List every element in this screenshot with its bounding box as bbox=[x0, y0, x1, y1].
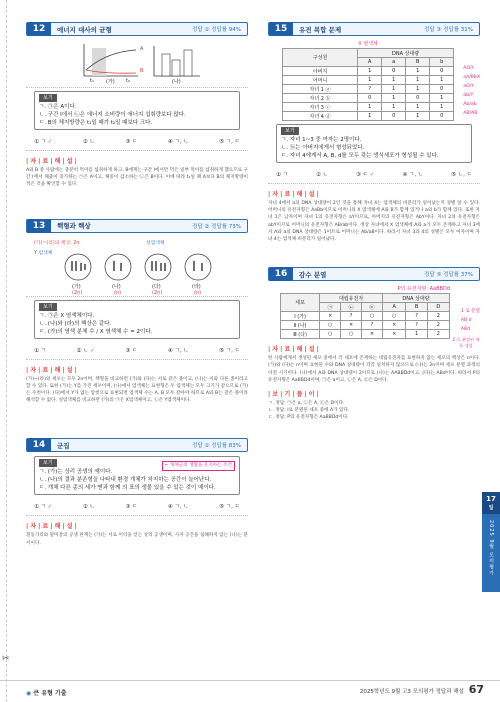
table-cell: × bbox=[320, 312, 341, 321]
cell-d-label: (라) bbox=[192, 283, 201, 290]
row-label: 어머니 bbox=[283, 76, 358, 85]
annotation-note: ← 개체군의 생활을 유지하는 조건 bbox=[162, 461, 235, 471]
logo-icon: ◉ bbox=[26, 690, 32, 697]
question-12 bbox=[26, 22, 248, 189]
question-meta: 정답 ① 정답률 83% bbox=[192, 443, 241, 450]
bogi-box bbox=[34, 300, 240, 339]
question-title: 유전 복합 문제 bbox=[299, 25, 342, 34]
table-cell: ○ bbox=[320, 321, 341, 330]
table-cell: 2 bbox=[427, 321, 449, 330]
table-cell: 1 bbox=[358, 103, 382, 112]
explanation-body: A와 B 중 사람에는 충분히 먹이를 섭취하게 하고, B에게는 구간 Ⅰ에서만 먹은 일부 먹이를 섭취하게 했으므로 구간 Ⅰ에서 체중이 증가하는 ㉠은 A이고, 체중이 감소하는 ㉡은 B이다. 이에 따라 t₁일 때 A보다 B의 체지방량이 적은 것을 확인할 수 있다. bbox=[26, 168, 249, 188]
column-header: ㉢ bbox=[362, 303, 383, 312]
genotype-notes bbox=[463, 64, 480, 118]
cell-note: AB d bbox=[460, 318, 472, 324]
explanation-heading: | 자 | 료 | 해 | 설 | bbox=[268, 346, 319, 354]
table-cell: ? bbox=[362, 321, 383, 330]
explanation-heading: | 자 | 료 | 해 | 설 | bbox=[268, 191, 319, 198]
table-cell: × bbox=[382, 330, 406, 339]
choice-4[interactable]: ④ ㄱ, ㄴ bbox=[167, 139, 189, 145]
explanation-heading: | 자 | 료 | 해 | 설 | bbox=[26, 523, 77, 531]
table-cell: 1 bbox=[430, 94, 454, 103]
explanation-heading: | 자 | 료 | 해 | 설 | bbox=[26, 158, 77, 165]
series-a-label: A bbox=[140, 46, 144, 52]
cell-note: ABd bbox=[460, 327, 471, 333]
cell-c-label: (다) bbox=[152, 283, 161, 290]
table-cell: × bbox=[382, 321, 406, 330]
choices bbox=[268, 166, 480, 184]
choice-3[interactable]: ③ ㄷ bbox=[125, 504, 138, 511]
choice-1[interactable]: ① ㄱ ✓ bbox=[34, 504, 53, 511]
cell-b-label: (나) bbox=[112, 283, 121, 290]
cell-notes bbox=[461, 307, 480, 334]
table-cell: ○ bbox=[362, 312, 383, 321]
question-meta: 정답 ③ 정답률 31% bbox=[424, 27, 473, 33]
table-cell: 0 bbox=[430, 112, 454, 121]
table-cell: 1 bbox=[382, 76, 406, 85]
table-cell: 1 bbox=[358, 67, 382, 76]
table-cell: × bbox=[341, 321, 362, 330]
table-top-label: X 염색체 bbox=[358, 41, 378, 47]
side-tab bbox=[482, 492, 500, 592]
table-row bbox=[281, 330, 450, 339]
check-icon: ✓ bbox=[369, 172, 375, 178]
table-row bbox=[281, 321, 450, 330]
axis-t1-label: t₁ bbox=[90, 78, 94, 84]
table-row bbox=[283, 76, 454, 85]
question-number: 16 bbox=[269, 267, 293, 281]
genotype-note: AB/AB bbox=[463, 111, 478, 116]
cell-note: 1 로 분열 bbox=[460, 309, 480, 315]
table-cell: 1 bbox=[358, 112, 382, 121]
row-label: 자녀 1 ⓐ bbox=[283, 85, 358, 94]
table-cell: 1 bbox=[406, 85, 430, 94]
bogi-title: 보기 bbox=[39, 94, 57, 102]
table-cell: 0 bbox=[382, 67, 406, 76]
row-label: 자녀 4 ⓓ bbox=[283, 112, 358, 121]
bogi-box bbox=[34, 456, 240, 495]
question-number: 13 bbox=[27, 219, 51, 233]
table-cell: 0 bbox=[430, 85, 454, 94]
side-note: 2 로 분열된 세포 생성 bbox=[452, 337, 480, 349]
genotype-note: Ab/ab bbox=[463, 102, 477, 107]
column-header: A bbox=[382, 303, 406, 312]
figure-area bbox=[26, 237, 248, 297]
table-row bbox=[283, 103, 454, 112]
row-label: Ⅱ (나) bbox=[281, 321, 320, 330]
series-b-label: B bbox=[140, 68, 144, 74]
allele-table bbox=[280, 293, 450, 339]
choice-5[interactable]: ⑤ ㄴ, ㄷ bbox=[451, 172, 472, 178]
question-15 bbox=[268, 22, 480, 243]
row-label: 자녀 2 ⓑ bbox=[283, 94, 358, 103]
table-row bbox=[283, 67, 454, 76]
table-cell: 1 bbox=[430, 76, 454, 85]
check-icon: ✓ bbox=[47, 504, 53, 511]
explanation-body: 자녀 4에서 a의 DNA 상대량이 2인 것을 통해 자녀 4는 염색체의 비분리가 일어났는지 성별 알 수 있다. 어머니의 유전자형은 AaBb이므로 어머니의 X 염색체에 A와 B가 함께 있거나 a와 b가 함께 있다. 또한 자녀 1은 남자이며 자녀 1의 유전자형은 aY이므로, 아버지의 유전자형은 AbY이다. 자녀 2의 유전자형은 abY이므로 어머니의 유전자형은 AB/ab이다. 정상 자녀에서 X 염색체에 A와 a가 모두 존재하고 자녀 3에서 A와 a의 DNA 상대량은 1이므로 어머니는 Ab/aB이다. 따라서 자녀 3과 4의 성별은 모두 여자이며 자녀 4는 염색체 비분리가 일어났다. bbox=[268, 201, 480, 243]
choice-2[interactable]: ② ㄴ ✓ bbox=[76, 347, 95, 354]
question-header bbox=[26, 22, 248, 36]
column-header: a bbox=[382, 58, 406, 67]
table-cell: 0 bbox=[382, 112, 406, 121]
choice-4[interactable]: ④ ㄱ, ㄴ bbox=[167, 504, 189, 511]
left-column bbox=[26, 22, 248, 547]
column-header: D bbox=[427, 303, 449, 312]
axis-t2-label: t₂ bbox=[126, 78, 130, 84]
check-icon: ✓ bbox=[90, 347, 95, 354]
annotation-note: (가)~(라)의 핵상: 2n bbox=[34, 240, 80, 246]
question-16 bbox=[268, 267, 480, 421]
column-header: ㉠ bbox=[320, 303, 341, 312]
choice-2[interactable]: ② ㄴ bbox=[82, 504, 95, 511]
question-title: 군집 bbox=[57, 441, 70, 450]
choice-2[interactable]: ② ㄴ bbox=[316, 172, 328, 178]
table-cell: ? bbox=[358, 85, 382, 94]
bogi-title: 보기 bbox=[281, 127, 299, 135]
genotype-note: aA/BbX bbox=[463, 75, 480, 80]
column-group-header: DNA 상대량 bbox=[382, 294, 449, 303]
column-header: B bbox=[406, 303, 427, 312]
ploidy-d: (n) bbox=[194, 289, 202, 296]
sex-chromosome-label: 성염색체 bbox=[146, 240, 165, 246]
table-cell: 1 bbox=[406, 67, 430, 76]
table-cell: ? bbox=[406, 312, 427, 321]
question-header bbox=[268, 267, 480, 281]
choice-4[interactable]: ④ ㄱ, ㄴ bbox=[167, 347, 189, 354]
bogi-item: ㄱ. ㉠은 X 염색체이다. bbox=[39, 312, 95, 319]
check-icon: ✓ bbox=[47, 139, 53, 145]
energy-graph bbox=[26, 40, 248, 88]
table-header-row bbox=[281, 294, 450, 303]
column-header: b bbox=[430, 58, 454, 67]
cut-line bbox=[6, 0, 7, 702]
table-cell: 1 bbox=[382, 85, 406, 94]
side-tab-label: 2025 9월 모의평가 bbox=[488, 520, 494, 577]
genotype-note: AO/Y bbox=[463, 66, 475, 71]
table-cell: 1 bbox=[406, 112, 430, 121]
page-number: 67 bbox=[468, 683, 484, 696]
column-group-header: DNA 상대량 bbox=[358, 49, 454, 58]
question-number: 12 bbox=[27, 22, 51, 36]
table-row bbox=[283, 85, 454, 94]
row-label: Ⅰ (가) bbox=[281, 312, 320, 321]
explanation-heading: | 자 | 료 | 해 | 설 | bbox=[26, 366, 77, 374]
question-title: 에너지 대사의 균형 bbox=[57, 25, 112, 34]
table-cell: ? bbox=[341, 312, 362, 321]
explanation-body: (가)~(라)의 세포는 모두 2n이며, 핵형을 비교하면 (가)와 (다)는 서로 같은 종이고, (나)는 이와 다른 종이라고 할 수 있다. 또한 (가)는 Y를 가진 세포이며, (나)에서 염색체는 표현형은 두 염색체는 모두 크기가 같으므로 (가)는 수컷이다. (다)에서 Y가 없는 암컷으로 표현되면 염색체 수는 A, B 모두 같아야 하므로 A와 B는 같은 종이라 해석할 수 없다. 성염색체를 비교하면 (가)의 ㉠은 X염색체이고, ㉡은 Y염색체이다. bbox=[26, 376, 248, 404]
table-cell: 1 bbox=[358, 76, 382, 85]
bogi-item: ㄱ. (가)는 상리 공생의 예이다. bbox=[39, 469, 113, 476]
table-row bbox=[281, 312, 450, 321]
bogi-box bbox=[34, 91, 240, 130]
table-header-row bbox=[283, 49, 454, 58]
choice-3[interactable]: ③ ㄷ ✓ bbox=[356, 172, 375, 178]
column-header: ㉡ bbox=[341, 303, 362, 312]
row-label: 자녀 3 ⓒ bbox=[283, 103, 358, 112]
table-cell: ○ bbox=[382, 312, 406, 321]
page-footer bbox=[0, 680, 500, 702]
row-label: Ⅲ (다) bbox=[281, 330, 320, 339]
bogi-item: ㄷ. 개체 다른 종의 세가 맨과 함께 의 표의 생물 있을 수 있는 것이 예이다. bbox=[39, 485, 216, 492]
scissors-icon: ✂ bbox=[2, 654, 10, 664]
question-title: 감수 분열 bbox=[299, 270, 327, 279]
genotype-note: ab/Y bbox=[463, 93, 474, 98]
table-row bbox=[283, 94, 454, 103]
table-top-label: P의 유전자형: AaBBDd bbox=[397, 286, 450, 293]
column-header: 세포 bbox=[281, 294, 320, 312]
choice-5[interactable]: ⑤ ㄱ, ㄷ bbox=[219, 504, 240, 511]
bogi-item: ㄴ. (나)와 (라)의 핵상은 같다. bbox=[39, 320, 112, 327]
column-header: 구성원 bbox=[283, 49, 358, 67]
question-title: 핵형과 핵상 bbox=[57, 222, 91, 231]
table-cell: 0 bbox=[406, 94, 430, 103]
footer-logo: ◉ 큰 유형 기출 bbox=[26, 690, 67, 697]
choice-2[interactable]: ② ㄴ bbox=[82, 139, 95, 145]
question-header bbox=[26, 219, 248, 233]
question-number: 14 bbox=[27, 438, 51, 452]
explanation-body: 한 사람에게서 생성된 세포 중에서 각 세포에 존재하는 대립유전자를 표현하지 않는 세포의 핵상은 n이다. (가)와 (다)는 n이며 표현된 수와 DNA 상대량이 각각 일치하지 않으므로 (나)는 2n이며 세포 분열 과정의 이전 시기이다. (나)에서 A와 DNA 상대량이 2이므로 (나)는 AABBDd이고, (다)는 ABd이다. 따라서 P의 유전자형은 AaBBDd이며, ㉠은 a이고, ㉡은 A, ㉢은 D이다. bbox=[268, 356, 480, 383]
question-meta: 정답 ⑤ 정답률 37% bbox=[424, 272, 473, 279]
column-header: A bbox=[358, 58, 382, 67]
figure-a-label: (가) bbox=[106, 79, 115, 85]
column-group-header: 대립유전자 bbox=[320, 294, 383, 303]
ploidy-a: (2n) bbox=[72, 289, 83, 296]
table-cell: 1 bbox=[382, 103, 406, 112]
bogi-title: 보기 bbox=[39, 459, 57, 467]
answer-item: ㄷ. 정답: P의 유전자형은 AaBBDd이다. bbox=[268, 415, 349, 421]
table-cell: 0 bbox=[358, 94, 382, 103]
bogi-title: 보기 bbox=[39, 303, 57, 311]
bogi-item: ㄴ. 구간 Ⅰ에서 ㉡은 에너지 소비량이 에너지 섭취량보다 많다. bbox=[39, 112, 186, 118]
bogi-item: ㄱ. 자녀 1~3 중 여자는 2명이다. bbox=[281, 137, 362, 143]
question-14 bbox=[26, 438, 248, 546]
question-header bbox=[26, 438, 248, 452]
choices bbox=[26, 133, 248, 151]
cell-a-label: (가) bbox=[72, 283, 81, 290]
table-cell: ○ bbox=[320, 330, 341, 339]
bogi-item: ㄷ. 자녀 4에게서 A, B, d를 모두 갖는 생식세포가 형성될 수 있다. bbox=[281, 153, 439, 159]
table-cell: 2 bbox=[427, 312, 449, 321]
table-cell: 1 bbox=[406, 76, 430, 85]
y-chromosome-label: Y 염색체 bbox=[34, 250, 53, 256]
ploidy-b: (n) bbox=[114, 289, 122, 296]
bogi-item: ㄴ. ⓑ는 아버지에게서 형성되었다. bbox=[281, 145, 365, 151]
figure-b-label: (나) bbox=[172, 79, 181, 85]
bogi-item: ㄷ. B의 체지방량은 t₁일 때가 t₂일 때보다 크다. bbox=[39, 120, 153, 126]
footer-title: 2025학년도 9월 고3 모의평가 정답과 해설 bbox=[359, 689, 464, 695]
bogi-item: ㄷ. (가)의 염색 분체 수 / X 염색체 수 = 2이다. bbox=[39, 328, 153, 335]
ploidy-c: (2n) bbox=[152, 289, 163, 296]
question-meta: 정답 ② 정답률 73% bbox=[192, 223, 241, 230]
question-header bbox=[268, 22, 480, 36]
column-header: B bbox=[406, 58, 430, 67]
table-cell: 1 bbox=[406, 103, 430, 112]
row-label: 아버지 bbox=[283, 67, 358, 76]
choice-3[interactable]: ③ ㄷ bbox=[125, 347, 138, 354]
dna-table bbox=[282, 48, 454, 121]
side-tab-number: 17 일 bbox=[482, 492, 500, 514]
table-cell: 1 bbox=[406, 330, 427, 339]
table-cell: ○ bbox=[341, 330, 362, 339]
answer-heading: | 보 | 기 | 풀 | 이 | bbox=[268, 391, 319, 399]
table-row bbox=[283, 112, 454, 121]
bogi-box bbox=[276, 124, 472, 163]
genotype-note: aO/Y bbox=[463, 84, 475, 89]
choice-5[interactable]: ⑤ ㄱ, ㄷ bbox=[219, 347, 240, 354]
table-cell: ? bbox=[406, 321, 427, 330]
choice-4[interactable]: ④ ㄱ, ㄴ bbox=[402, 172, 424, 178]
choice-3[interactable]: ③ ㄷ bbox=[125, 139, 138, 145]
table-cell: 0 bbox=[430, 67, 454, 76]
table-cell: 1 bbox=[430, 103, 454, 112]
right-column bbox=[268, 22, 480, 422]
choice-1[interactable]: ① ㄱ bbox=[34, 347, 46, 354]
table-area bbox=[268, 40, 480, 121]
choice-1[interactable]: ① ㄱ bbox=[276, 172, 288, 178]
explanation-body: 흰동가리와 말미잘의 공생 관계는 (가)는 서로 이익을 얻는 상리 공생이며, 사자 공간을 침해하지 않는 (나)는 분서이다. bbox=[26, 533, 248, 546]
table-cell: × bbox=[362, 330, 383, 339]
answer-item: ㄴ. 정답: Ⅰ로 분열된 세포 중에 A가 있다. bbox=[268, 408, 350, 414]
question-13 bbox=[26, 219, 248, 405]
question-meta: 정답 ① 정답률 94% bbox=[192, 27, 241, 33]
answer-item: ㄱ. 정답: ㉠은 a, ㉡은 A, ㉢은 D이다. bbox=[268, 401, 345, 407]
choices bbox=[26, 342, 248, 360]
question-number: 15 bbox=[269, 22, 293, 36]
bogi-item: ㄴ. (나)의 결과 분존형을 나타내 환경 개체가 차지하는 공간이 늘어난다. bbox=[39, 477, 212, 484]
choice-5[interactable]: ⑤ ㄱ, ㄷ bbox=[219, 139, 240, 145]
table-cell: 2 bbox=[427, 330, 449, 339]
table-area bbox=[268, 285, 480, 349]
choice-1[interactable]: ① ㄱ ✓ bbox=[34, 139, 53, 145]
karyotype-figure bbox=[26, 237, 248, 297]
bogi-item: ㄱ. ㉠은 A이다. bbox=[39, 104, 77, 110]
table-cell: 1 bbox=[382, 94, 406, 103]
figure-area bbox=[26, 40, 248, 88]
choices bbox=[26, 498, 248, 516]
answer-list bbox=[268, 400, 480, 422]
